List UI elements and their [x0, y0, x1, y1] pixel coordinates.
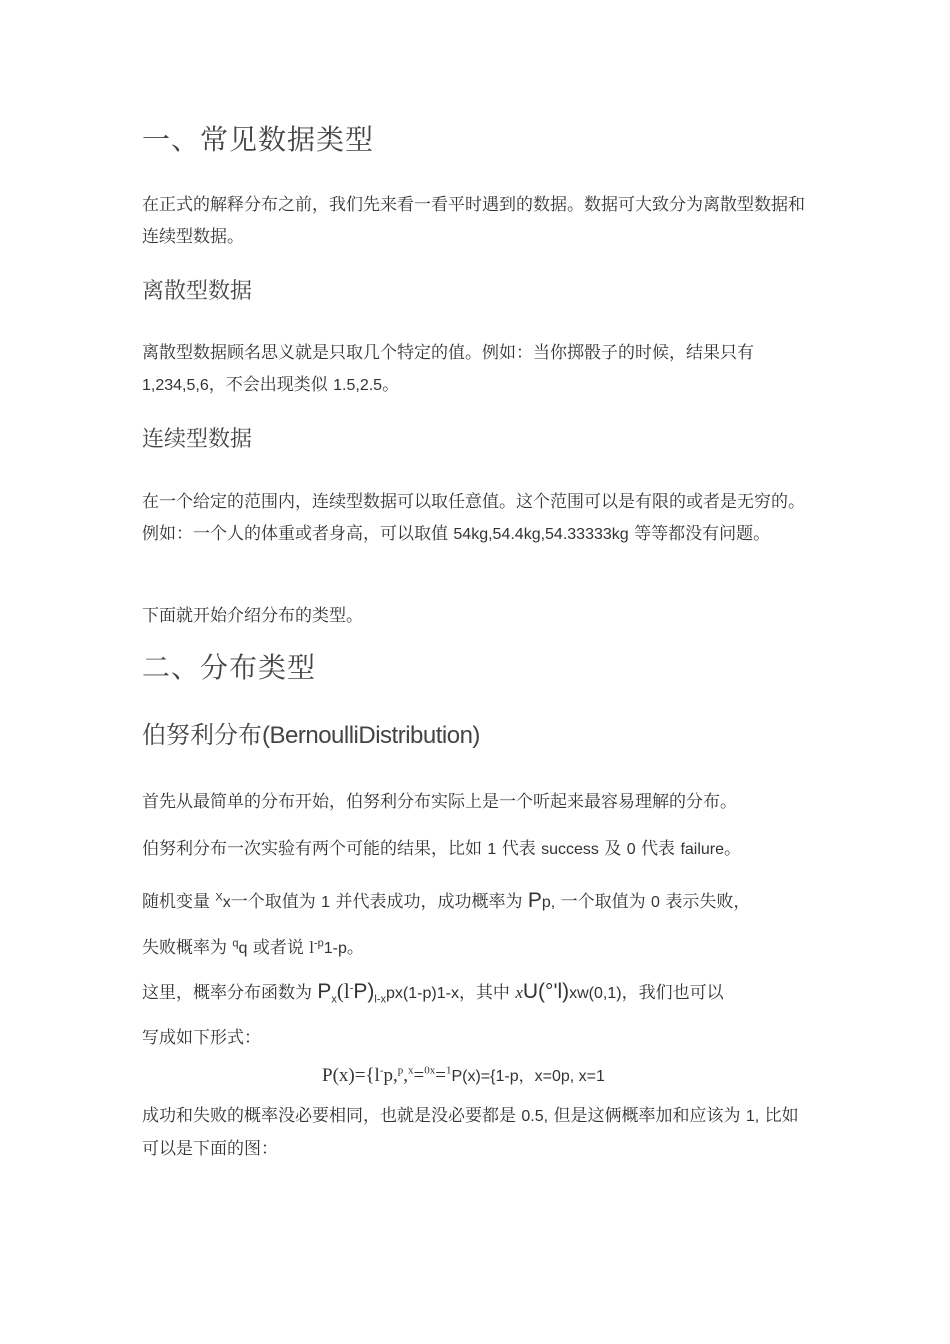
p4-math: xw(0,1) — [569, 985, 622, 1002]
p4-math: x — [515, 983, 523, 1002]
discrete-text: 。 — [382, 375, 400, 395]
p4-math: l-x — [374, 993, 387, 1006]
p3-math: l — [309, 938, 314, 957]
p3-text: 一个取值为 — [555, 892, 652, 912]
bernoulli-title-en: (BernoulliDistribution) — [262, 722, 480, 749]
intro-paragraph: 在正式的解释分布之前，我们先来看一看平时遇到的数据。数据可大致分为离散型数据和连续型数据。 — [142, 195, 805, 247]
p2-text: 。 — [724, 839, 742, 859]
p5-text: 但是这俩概率加和应该为 — [548, 1106, 746, 1126]
p3-text: 随机变量 — [142, 892, 216, 912]
formula-part: P(x)={1-p，x=0p, x=1 — [451, 1068, 605, 1085]
bernoulli-title-cn: 伯努利分布 — [142, 721, 262, 749]
p3-value: 0 — [651, 894, 660, 911]
discrete-text: 离散型数据顾名思义就是只取几个特定的值。例如：当你掷骰子的时候，结果只有 — [142, 343, 754, 363]
p4-text: ，我们也可以 — [621, 983, 724, 1003]
subheading-discrete: 离散型数据 — [142, 279, 253, 304]
formula-part: = — [435, 1065, 446, 1086]
discrete-text: ，不会出现类似 — [208, 375, 334, 395]
p3-math: p, — [541, 894, 556, 911]
subheading-continuous: 连续型数据 — [142, 427, 253, 452]
p4-math: x — [331, 993, 337, 1006]
formula-part: P(x)={l — [322, 1065, 380, 1086]
p4-math: P — [317, 980, 332, 1003]
p3-math: -p — [313, 937, 324, 950]
p4-math: (l — [336, 979, 350, 1003]
p3-math: 1-p — [323, 940, 347, 957]
formula-part: x — [408, 1064, 414, 1077]
pmf-formula — [322, 1060, 605, 1093]
section-heading-data-types: 一、常见数据类型 — [142, 123, 375, 156]
p2-success: success — [541, 841, 599, 858]
p3-text: 。 — [346, 938, 364, 958]
p4-math: - — [349, 982, 354, 995]
p3-math: X — [215, 891, 223, 904]
non-integer-values: 1.5,2.5 — [333, 377, 383, 394]
p3-text: 失败概率为 — [142, 938, 233, 958]
subheading-bernoulli — [142, 719, 812, 752]
bernoulli-paragraph-1: 首先从最简单的分布开始，伯努利分布实际上是一个听起来最容易理解的分布。 — [142, 792, 737, 812]
p2-text: 代表 — [635, 839, 681, 859]
bernoulli-paragraph-5 — [142, 1100, 812, 1165]
p2-failure: failure — [680, 841, 725, 858]
p2-text: 及 — [598, 839, 627, 859]
p3-math: x — [222, 894, 231, 911]
p2-text: 代表 — [496, 839, 542, 859]
formula-part: = — [413, 1065, 425, 1086]
p2-value: 0 — [626, 841, 636, 858]
continuous-text: 在一个给定的范围内，连续型数据可以取任意值。这个范围可以是有限的或者是无穷的。例如：一个人的体重或者身高，可以取值 — [142, 492, 805, 544]
p2-text: 伯努利分布一次实验有两个可能的结果，比如 — [142, 839, 488, 859]
p4-math: P) — [353, 980, 375, 1003]
p4-text: 写成如下形式： — [142, 1028, 261, 1048]
continuous-paragraph — [142, 486, 812, 551]
p3-value: 1 — [321, 894, 331, 911]
formula-part: 1 — [445, 1064, 452, 1077]
formula-part: 0x — [424, 1064, 436, 1077]
p4-math: U(°'l) — [522, 980, 570, 1003]
section-heading-distribution-types: 二、分布类型 — [142, 651, 317, 684]
bernoulli-paragraph-3 — [142, 878, 812, 971]
formula-part: p, — [383, 1065, 398, 1086]
dice-values: 1,234,5,6 — [142, 377, 209, 394]
formula-part: p — [397, 1064, 404, 1077]
p3-text: 并代表成功，成功概率为 — [330, 892, 528, 912]
p3-text: 表示失败， — [659, 892, 751, 912]
bernoulli-paragraph-4 — [142, 969, 812, 1061]
formula-part: , — [403, 1065, 409, 1086]
bernoulli-paragraph-2 — [142, 833, 812, 866]
p5-text: 成功和失败的概率没必要相同，也就是没必要都是 — [142, 1106, 522, 1126]
formula-part: - — [379, 1064, 384, 1077]
p3-math: q — [238, 940, 248, 957]
p3-text: 一个取值为 — [230, 892, 322, 912]
p5-value: 0.5, — [521, 1108, 549, 1125]
p4-math: px(1-p)1-x — [386, 985, 459, 1002]
p2-value: 1 — [487, 841, 497, 858]
p3-text: 或者说 — [247, 938, 310, 958]
continuous-text: 等等都没有问题。 — [628, 524, 771, 544]
p5-text: 比如可以是下面的图： — [142, 1106, 799, 1159]
p3-math: q — [232, 937, 239, 950]
next-intro-paragraph: 下面就开始介绍分布的类型。 — [142, 606, 363, 626]
p3-math: P — [527, 889, 542, 912]
p5-value: 1, — [745, 1108, 760, 1125]
discrete-paragraph — [142, 337, 812, 402]
weight-values: 54kg,54.4kg,54.33333kg — [453, 526, 629, 543]
p4-text: ，其中 — [458, 983, 516, 1003]
p4-text: 这里，概率分布函数为 — [142, 983, 318, 1003]
